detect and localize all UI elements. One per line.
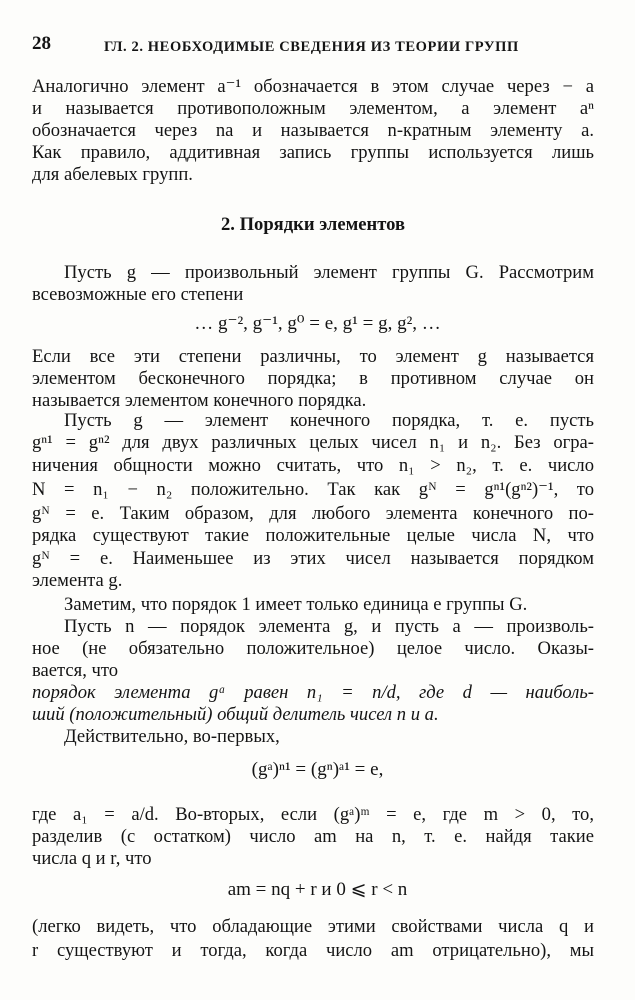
- text-line: ничения общности можно считать, что n₁ > n₂, т. е. число: [32, 455, 594, 476]
- text-line: ное (не обязательно положительное) целое число. Оказы-: [32, 638, 594, 659]
- text-line: обозначается через na и называется n-кратным элементу a.: [32, 120, 594, 141]
- text-line: Пусть n — порядок элемента g, и пусть a — произволь-: [64, 616, 594, 637]
- text-line: gᴺ = e. Таким образом, для любого элемента конечного по-: [32, 503, 594, 524]
- text-line: Пусть g — элемент конечного порядка, т. е. пусть: [64, 410, 594, 431]
- text-line: gᴺ = e. Наименьшее из этих чисел называется порядком: [32, 548, 594, 569]
- page-number: 28: [32, 33, 51, 54]
- text-line: gⁿ¹ = gⁿ² для двух различных целых чисел n₁ и n₂. Без огра-: [32, 432, 594, 453]
- text-line: для абелевых групп.: [32, 164, 193, 185]
- text-line: элементом бесконечного порядка; в противном случае он: [32, 368, 594, 389]
- theorem-line: порядок элемента gᵃ равен n₁ = n/d, где d — наиболь-: [32, 682, 594, 703]
- text-line: всевозможные его степени: [32, 284, 244, 305]
- theorem-line: ший (положительный) общий делитель чисел n и a.: [32, 704, 439, 725]
- section-title: 2. Порядки элементов: [220, 214, 405, 235]
- text-line: где a₁ = a/d. Во-вторых, если (gᵃ)ᵐ = e, где m > 0, то,: [32, 804, 594, 825]
- text-line: Пусть g — произвольный элемент группы G. Рассмотрим: [64, 262, 594, 283]
- text-line: называется элементом конечного порядка.: [32, 390, 367, 411]
- formula-division: am = nq + r и 0 ⩽ r < n: [227, 879, 408, 900]
- text-line: разделив (с остатком) число am на n, т. е. найдя такие: [32, 826, 594, 847]
- text-line: N = n₁ − n₂ положительно. Так как gᴺ = gⁿ¹(gⁿ²)⁻¹, то: [32, 479, 594, 500]
- text-line: элемента g.: [32, 570, 123, 591]
- formula-powers: … g⁻², g⁻¹, g⁰ = e, g¹ = g, g², …: [194, 313, 441, 334]
- running-title: ГЛ. 2. НЕОБХОДИМЫЕ СВЕДЕНИЯ ИЗ ТЕОРИИ ГРУПП: [104, 39, 519, 55]
- text-line: Действительно, во-первых,: [64, 726, 280, 747]
- text-line: Аналогично элемент a⁻¹ обозначается в этом случае через − a: [32, 76, 594, 97]
- text-line: (легко видеть, что обладающие этими свойствами числа q и: [32, 916, 594, 937]
- text-line: вается, что: [32, 660, 119, 681]
- text-line: Если все эти степени различны, то элемент g называется: [32, 346, 594, 367]
- text-line: Как правило, аддитивная запись группы используется лишь: [32, 142, 594, 163]
- text-line: и называется противоположным элементом, а элемент aⁿ: [32, 98, 594, 119]
- text-line: числа q и r, что: [32, 848, 152, 869]
- text-line: r существуют и тогда, когда число am отрицательно), мы: [32, 940, 594, 961]
- text-line: рядка существуют такие положительные целые числа N, что: [32, 525, 594, 546]
- text-line: Заметим, что порядок 1 имеет только единица e группы G.: [64, 594, 528, 615]
- formula-order: (gᵃ)ⁿ¹ = (gⁿ)ᵃ¹ = e,: [251, 759, 384, 780]
